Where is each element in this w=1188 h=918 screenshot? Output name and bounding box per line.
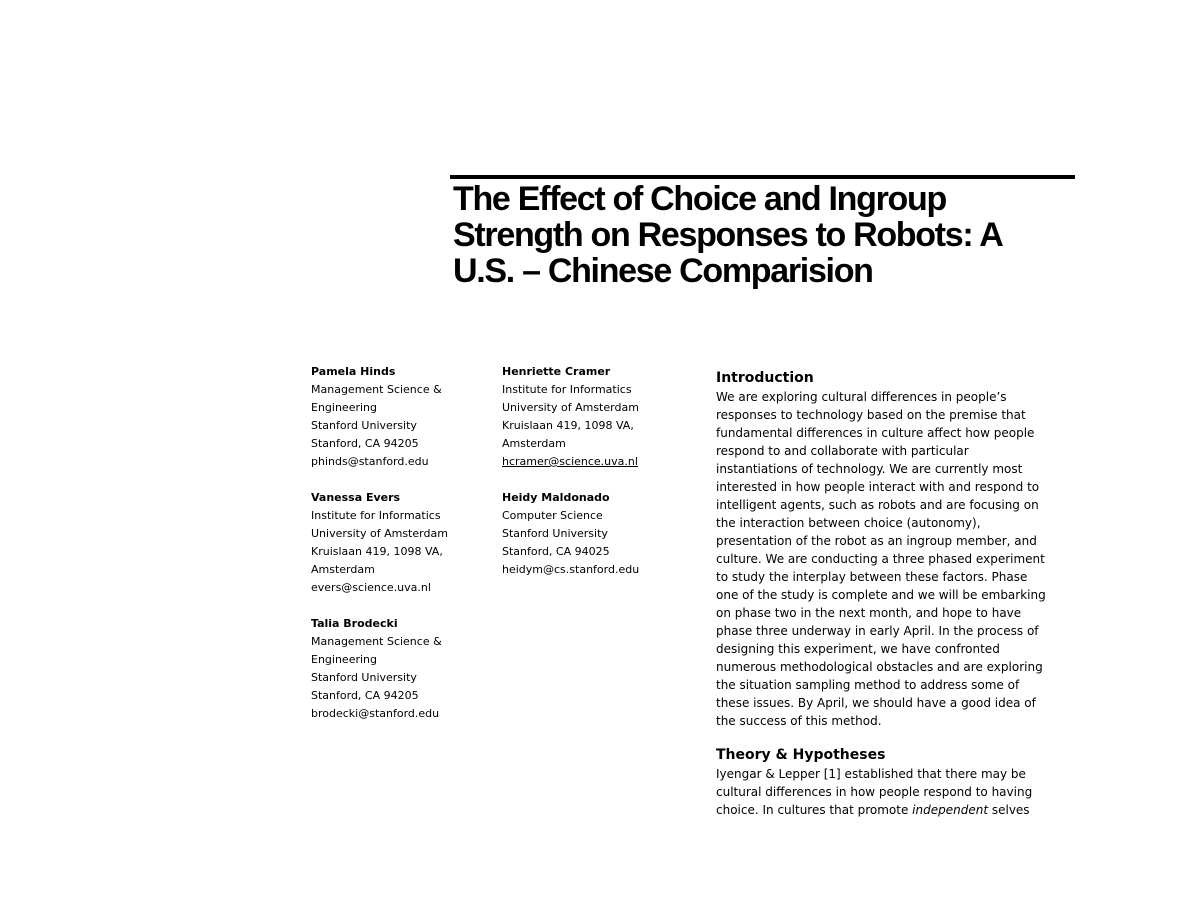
text-line: the success of this method. bbox=[716, 714, 882, 728]
author-address: Kruislaan 419, 1098 VA, bbox=[311, 545, 443, 558]
author-name: Heidy Maldonado bbox=[502, 491, 610, 504]
author-affiliation: Management Science & bbox=[311, 383, 442, 396]
author-address: Amsterdam bbox=[502, 437, 566, 450]
text-line: We are exploring cultural differences in people’s bbox=[716, 390, 1007, 404]
author-email-link[interactable]: hcramer@science.uva.nl bbox=[502, 455, 638, 468]
text-line: the situation sampling method to address some of bbox=[716, 678, 1020, 692]
author-name: Henriette Cramer bbox=[502, 365, 611, 378]
text-line: numerous methodological obstacles and are exploring bbox=[716, 660, 1043, 674]
text-line: these issues. By April, we should have a good idea of bbox=[716, 696, 1036, 710]
text-line: designing this experiment, we have confronted bbox=[716, 642, 1000, 656]
author-affiliation: University of Amsterdam bbox=[311, 527, 448, 540]
text-line: phase three underway in early April. In the process of bbox=[716, 624, 1039, 638]
author-column-right bbox=[502, 363, 682, 597]
author-name: Talia Brodecki bbox=[311, 617, 398, 630]
emphasis-text: independent bbox=[912, 803, 989, 817]
author-email: heidym@cs.stanford.edu bbox=[502, 563, 640, 576]
author-affiliation: Computer Science bbox=[502, 509, 603, 522]
text-line bbox=[716, 801, 1086, 819]
text-line: on phase two in the next month, and hope to have bbox=[716, 606, 1022, 620]
text-span: selves bbox=[988, 803, 1030, 817]
section-heading-introduction: Introduction bbox=[716, 370, 814, 386]
text-line: cultural differences in how people respond to having bbox=[716, 785, 1033, 799]
author-affiliation: University of Amsterdam bbox=[502, 401, 639, 414]
author-name: Vanessa Evers bbox=[311, 491, 401, 504]
author-block bbox=[311, 489, 491, 597]
author-affiliation: Stanford University bbox=[311, 671, 417, 684]
body-column bbox=[716, 369, 1086, 819]
author-affiliation: Management Science & bbox=[311, 635, 442, 648]
author-address: Stanford, CA 94205 bbox=[311, 437, 419, 450]
author-block bbox=[311, 615, 491, 723]
section-spacer bbox=[716, 730, 1086, 746]
title-line: The Effect of Choice and Ingroup bbox=[453, 180, 946, 218]
text-line: Iyengar & Lepper [1] established that there may be bbox=[716, 767, 1026, 781]
author-column-left bbox=[311, 363, 491, 741]
author-address: Stanford, CA 94205 bbox=[311, 689, 419, 702]
text-span: choice. In cultures that promote bbox=[716, 803, 913, 817]
text-line: one of the study is complete and we will be embarking bbox=[716, 588, 1046, 602]
text-line: presentation of the robot as an ingroup member, and bbox=[716, 534, 1037, 548]
author-email: evers@science.uva.nl bbox=[311, 581, 431, 594]
introduction-paragraph bbox=[716, 388, 1086, 730]
author-email: brodecki@stanford.edu bbox=[311, 707, 440, 720]
author-affiliation: Engineering bbox=[311, 653, 377, 666]
text-line: culture. We are conducting a three phased experiment bbox=[716, 552, 1045, 566]
author-block bbox=[311, 363, 491, 471]
text-line: fundamental differences in culture affect how people bbox=[716, 426, 1035, 440]
author-affiliation: Stanford University bbox=[311, 419, 417, 432]
text-line: respond to and collaborate with particular bbox=[716, 444, 969, 458]
section-heading-theory: Theory & Hypotheses bbox=[716, 747, 886, 763]
author-address: Amsterdam bbox=[311, 563, 375, 576]
text-line: responses to technology based on the premise that bbox=[716, 408, 1026, 422]
title-line: Strength on Responses to Robots: A bbox=[453, 216, 1003, 254]
theory-paragraph bbox=[716, 765, 1086, 819]
author-email: phinds@stanford.edu bbox=[311, 455, 429, 468]
text-line: interested in how people interact with and respond to bbox=[716, 480, 1040, 494]
paper-title bbox=[453, 181, 1073, 289]
author-affiliation: Engineering bbox=[311, 401, 377, 414]
author-address: Kruislaan 419, 1098 VA, bbox=[502, 419, 634, 432]
author-block bbox=[502, 489, 682, 579]
author-affiliation: Institute for Informatics bbox=[311, 509, 441, 522]
title-rule bbox=[450, 175, 1075, 179]
text-line: the interaction between choice (autonomy), bbox=[716, 516, 981, 530]
text-line: instantiations of technology. We are currently most bbox=[716, 462, 1023, 476]
author-block bbox=[502, 363, 682, 471]
author-affiliation: Institute for Informatics bbox=[502, 383, 632, 396]
author-address: Stanford, CA 94025 bbox=[502, 545, 610, 558]
author-affiliation: Stanford University bbox=[502, 527, 608, 540]
title-line: U.S. – Chinese Comparision bbox=[453, 252, 873, 290]
author-name: Pamela Hinds bbox=[311, 365, 396, 378]
text-line: intelligent agents, such as robots and are focusing on bbox=[716, 498, 1039, 512]
text-line: to study the interplay between these factors. Phase bbox=[716, 570, 1028, 584]
